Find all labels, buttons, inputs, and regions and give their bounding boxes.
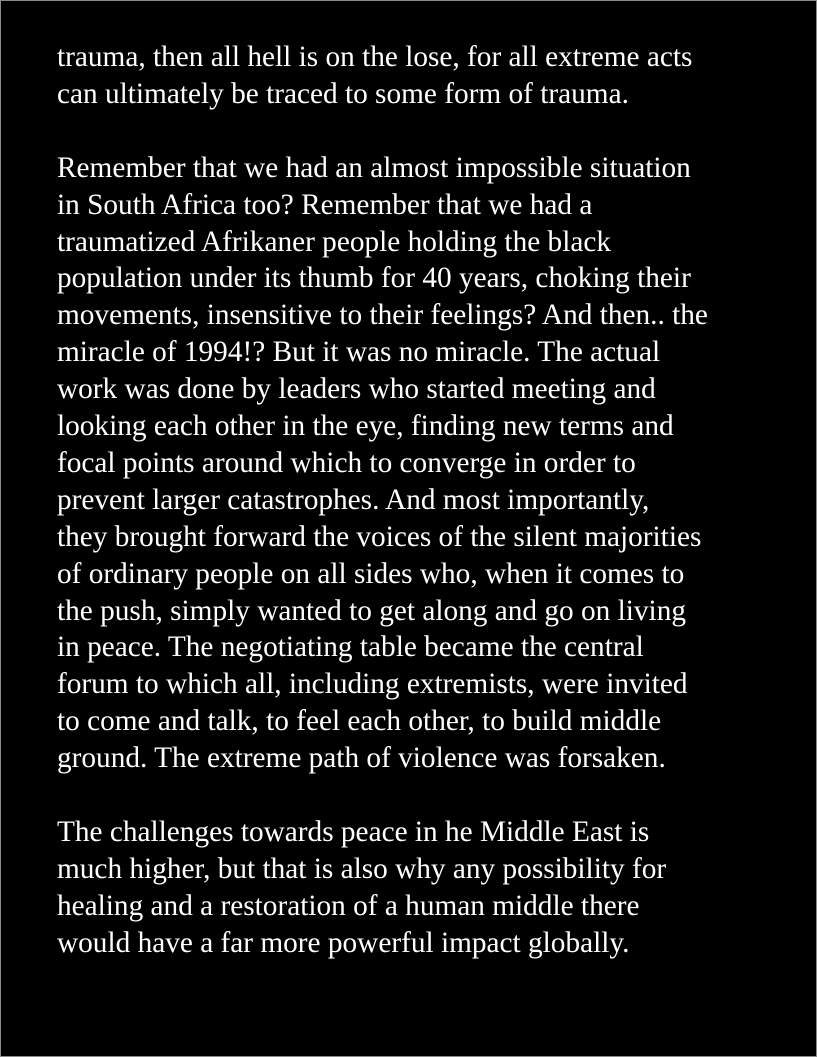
paragraph-middle-east: The challenges towards peace in he Middle East is much higher, but that is also why any possibility for healing and a restoration of a human middle there would have a far more powerful impact globally. bbox=[57, 816, 667, 959]
paragraph-south-africa: Remember that we had an almost impossible situation in South Africa too? Remember that we had a traumatized Afrikaner people holding the black population under its thumb for 40 years, choking their movements, insensitive to their feelings? And then.. the miracle of 1994!? But it was no miracle. The actual work was done by leaders who started meeting and looking each other in the eye, finding new terms and focal points around which to converge in order to prevent larger catastrophes. And most importantly, they brought forward the voices of the silent majorities of ordinary people on all sides who, when it comes to the push, simply wanted to get along and go on living in peace. The negotiating table became the central forum to which all, including extremists, were invited to come and talk, to feel each other, to build middle ground. The extreme path of violence was forsaken. bbox=[57, 151, 708, 775]
paragraph-trauma: trauma, then all hell is on the lose, for all extreme acts can ultimately be traced to some form of trauma. bbox=[57, 41, 693, 110]
document-body bbox=[57, 39, 797, 962]
